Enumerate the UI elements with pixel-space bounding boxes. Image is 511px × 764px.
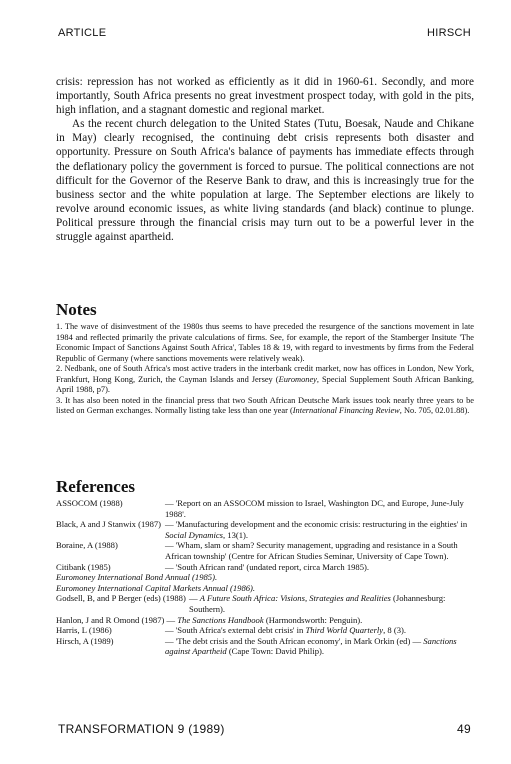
notes-heading: Notes — [56, 300, 97, 319]
reference-entry: Euromoney International Bond Annual (1985). — [56, 572, 218, 583]
running-footer-journal: TRANSFORMATION 9 (1989) — [58, 722, 225, 736]
page-number: 49 — [457, 722, 471, 736]
reference-entry: Black, A and J Stanwix (1987) — 'Manufacturing development and the economic crisis: restructuring in the eighties' in Social Dynamics, 13(1). — [56, 519, 468, 540]
body-paragraph-1: crisis: repression has not worked as efficiently as it did in 1960-61. Secondly, and more importantly, South Africa presents no great investment prospect today, with gold in the pits, high inflation, and a stagnant domestic and regional market. — [56, 76, 474, 117]
references-heading: References — [56, 477, 135, 496]
reference-entry: Godsell, B, and P Berger (eds) (1988) — A Future South Africa: Visions, Strategies and Realities (Johannesburg: Southern). — [56, 593, 446, 614]
references-list — [56, 498, 476, 657]
reference-entry: ASSOCOM (1988) — 'Report on an ASSOCOM mission to Israel, Washington DC, and Europe, June-July 1988'. — [56, 498, 464, 519]
article-body — [56, 75, 474, 244]
note-2: 2. Nedbank, one of South Africa's most active traders in the interbank credit market, now has offices in London, New York, Frankfurt, Hong Kong, Zurich, the Cayman Islands and Jersey (Euromoney, Special Supplement South African Banking, April 1988, p7). — [56, 364, 475, 394]
note-3: 3. It has also been noted in the financial press that two South African Deutsche Mark issues took nearly three years to be listed on German exchanges. Normally listing take less than one year (International Financing Review, No. 705, 02.01.88). — [56, 395, 474, 415]
running-header-left: ARTICLE — [58, 27, 107, 39]
note-1: 1. The wave of disinvestment of the 1980s thus seems to have preceded the resurgence of the sanctions movement in late 1984 and reflected primarily the private calculations of firms. See, for example, the report of the Stamberger Insitute 'The Economic Impact of Sanctions Against South Africa', Tables 18 & 19, with regard to investments by firms from the Federal Republic of Germany (where sanctions movements were relatively weak). — [56, 322, 474, 363]
notes-list — [56, 322, 474, 417]
reference-entry: Hirsch, A (1989) — 'The debt crisis and the South African economy', in Mark Orkin (ed) — Sanctions against Apartheid (Cape Town: David Philip). — [56, 635, 457, 657]
running-header-right: HIRSCH — [427, 27, 471, 39]
reference-entry: Boraine, A (1988) — 'Wham, slam or sham? Security management, upgrading and resistance in a South African township' (Centre for African Studies Seminar, University of Cape Town). — [56, 540, 458, 561]
reference-entry: Euromoney International Capital Markets Annual (1986). — [56, 582, 256, 593]
reference-entry: Citibank (1985) — 'South African rand' (undated report, circa March 1985). — [56, 561, 370, 572]
reference-entry: Hanlon, J and R Omond (1987) — The Sanctions Handbook (Harmondsworth: Penguin). — [56, 614, 363, 625]
body-paragraph-2: As the recent church delegation to the United States (Tutu, Boesak, Naude and Chikane in May) clearly recognised, the continuing debt crisis represents both disaster and opportunity. Pressure on South Africa's balance of payments has immediate effects through the deflationary policy the government is forced to pursue. The political connections are not difficult for the Governor of the Reserve Bank to draw, and this is increasingly true for the business sector and the white population at large. The September elections are likely to revolve around economic issues, as white living standards (and black) continue to plunge. Political pressure through the financial crisis may turn out to be a powerful lever in the struggle against apartheid. — [56, 118, 474, 244]
reference-entry: Harris, L (1986) — 'South Africa's external debt crisis' in Third World Quarterly, 8 (3). — [56, 625, 407, 636]
